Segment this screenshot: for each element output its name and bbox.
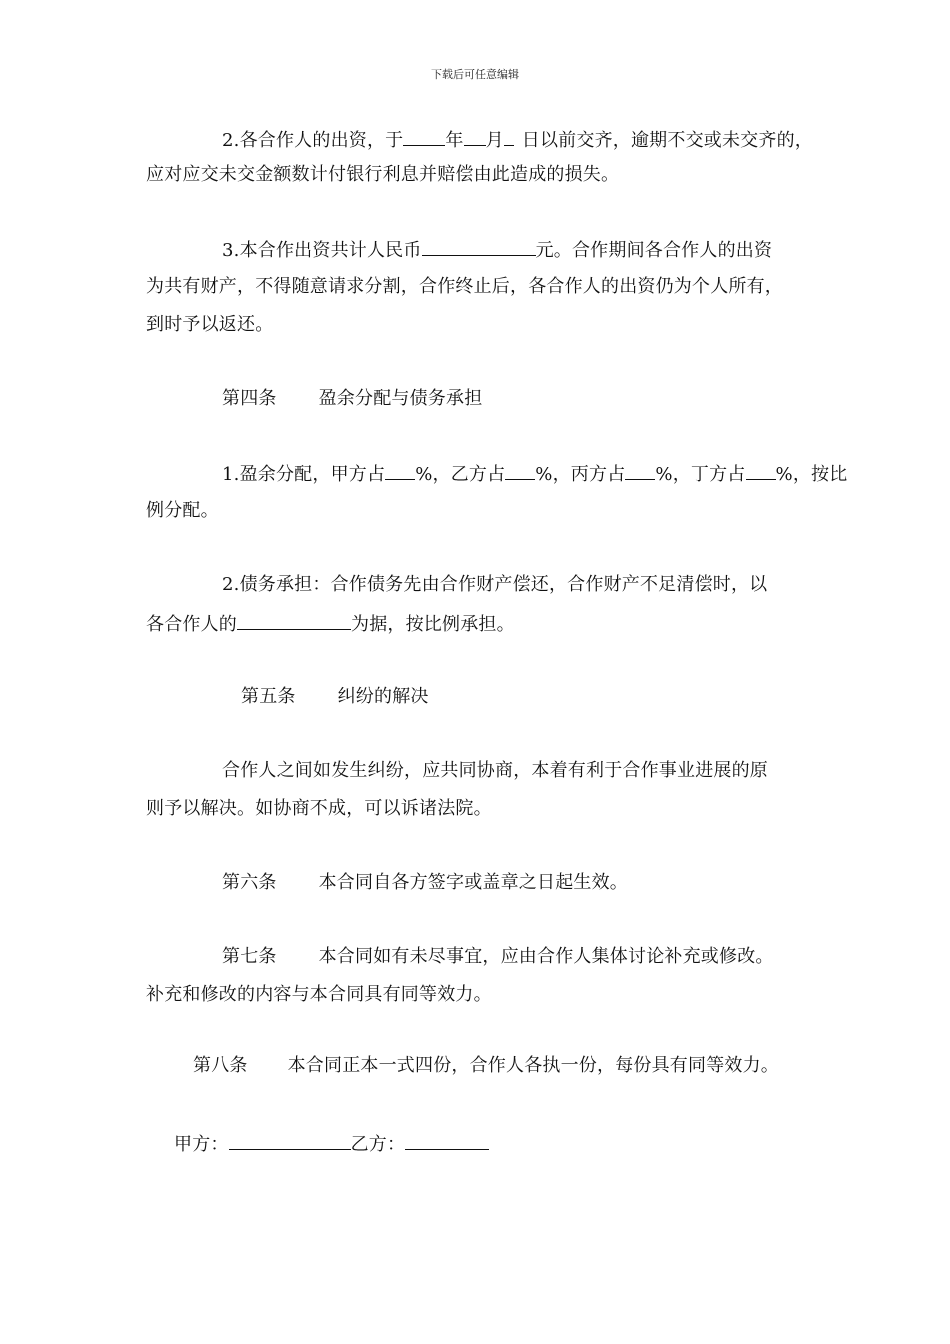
article7-line1 [222, 945, 774, 969]
clause2-month-label: 月 [485, 130, 504, 151]
debt-basis-blank[interactable] [237, 611, 351, 630]
article7-line2: 补充和修改的内容与本合同具有同等效力。 [146, 984, 492, 1005]
article5-number: 第五条 [241, 686, 296, 707]
clause2-line1 [222, 127, 813, 153]
dispute-line2: 则予以解决。如协商不成，可以诉诸法院。 [146, 798, 492, 819]
debt-text-a: 各合作人的 [146, 614, 237, 635]
party-a-share-blank[interactable] [385, 461, 415, 480]
clause3-line1 [222, 237, 772, 263]
article4-number: 第四条 [222, 388, 277, 409]
party-d-share-blank[interactable] [746, 461, 776, 480]
article8-number: 第八条 [193, 1055, 248, 1076]
debt-line1: 2.债务承担：合作债务先由合作财产偿还，合作财产不足清偿时，以 [222, 574, 768, 595]
month-blank[interactable] [464, 127, 486, 146]
clause3-line2: 为共有财产，不得随意请求分割，合作终止后，各合作人的出资仍为个人所有， [146, 276, 783, 297]
profit-text-e: %，按比 [775, 464, 848, 485]
article6-line [222, 871, 628, 895]
total-amount-blank[interactable] [422, 237, 536, 256]
article8-line [193, 1054, 779, 1078]
profit-text-b: %，乙方占 [415, 464, 506, 485]
article8-text: 本合同正本一式四份，合作人各执一份，每份具有同等效力。 [287, 1055, 780, 1076]
article7-number: 第七条 [222, 946, 277, 967]
signature-line [174, 1131, 489, 1157]
debt-text-b: 为据，按比例承担。 [351, 614, 515, 635]
clause2-text-d: 日以前交齐，逾期不交或未交齐的， [521, 130, 813, 151]
clause3-line3: 到时予以返还。 [146, 314, 274, 335]
debt-line2 [146, 611, 515, 637]
party-c-share-blank[interactable] [625, 461, 655, 480]
clause2-line2: 应对应交未交金额数计付银行利息并赔偿由此造成的损失。 [146, 164, 620, 185]
clause3-text-a: 3.本合作出资共计人民币 [222, 240, 422, 261]
article4-heading [222, 387, 482, 411]
article7-text: 本合同如有未尽事宜，应由合作人集体讨论补充或修改。 [318, 946, 774, 967]
party-b-label: 乙方： [350, 1134, 406, 1155]
article5-title: 纠纷的解决 [337, 686, 429, 707]
party-a-label: 甲方： [174, 1134, 229, 1155]
article6-text: 本合同自各方签字或盖章之日起生效。 [318, 872, 629, 893]
day-blank[interactable] [504, 127, 514, 146]
profit-line1 [222, 461, 847, 487]
clause2-text-a: 2.各合作人的出资，于 [222, 130, 404, 151]
profit-text-d: %，丁方占 [655, 464, 746, 485]
profit-text-a: 1.盈余分配，甲方占 [222, 464, 386, 485]
clause2-year-label: 年 [445, 130, 464, 151]
party-a-signature-blank[interactable] [229, 1131, 351, 1150]
article4-title: 盈余分配与债务承担 [318, 388, 483, 409]
party-b-signature-blank[interactable] [405, 1131, 489, 1150]
article6-number: 第六条 [222, 872, 277, 893]
profit-line2: 例分配。 [146, 500, 219, 521]
clause3-text-b: 元。合作期间各合作人的出资 [535, 240, 773, 261]
page-header: 下载后可任意编辑 [431, 68, 519, 81]
year-blank[interactable] [403, 127, 445, 146]
dispute-line1: 合作人之间如发生纠纷，应共同协商，本着有利于合作事业进展的原 [222, 760, 768, 781]
article5-heading [241, 685, 429, 709]
profit-text-c: %，丙方占 [535, 464, 626, 485]
party-b-share-blank[interactable] [505, 461, 535, 480]
